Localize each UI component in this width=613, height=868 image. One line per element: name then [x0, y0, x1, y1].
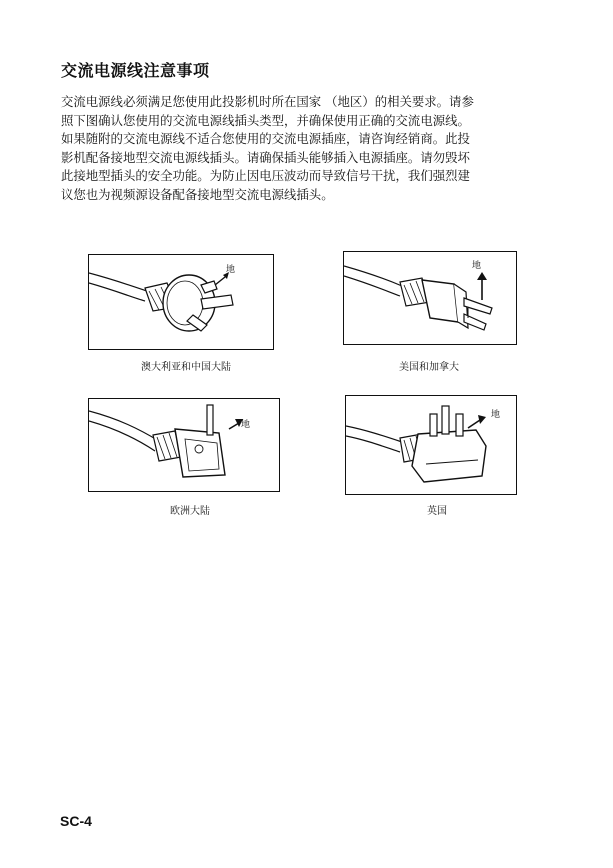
page-title: 交流电源线注意事项	[61, 61, 210, 80]
figure-caption: 澳大利亚和中国大陆	[141, 362, 231, 373]
plug-figure-europe	[88, 398, 280, 492]
plug-figure-uk	[345, 395, 517, 495]
australia-plug-illustration	[89, 255, 273, 349]
ground-label: 地	[472, 261, 482, 271]
paragraph-line: 议您也为视频源设备配备接地型交流电源线插头。	[61, 186, 334, 202]
ground-label: 地	[226, 265, 236, 275]
ground-label: 地	[241, 420, 251, 430]
page-number: SC-4	[60, 813, 92, 829]
ground-label: 地	[491, 410, 501, 420]
intro-paragraph	[61, 93, 553, 204]
paragraph-line: 交流电源线必须满足您使用此投影机时所在国家 （地区）的相关要求。请参	[61, 94, 474, 109]
paragraph-line: 如果随附的交流电源线不适合您使用的交流电源插座，请咨询经销商。此投	[61, 131, 470, 146]
paragraph-line: 此接地型插头的安全功能。为防止因电压波动而导致信号干扰，我们强烈建	[61, 168, 470, 183]
europe-plug-illustration	[89, 399, 279, 491]
plug-figure-australia-china	[88, 254, 274, 350]
paragraph-line: 影机配备接地型交流电源线插头。请确保插头能够插入电源插座。请勿毁坏	[61, 149, 470, 165]
usa-plug-illustration	[344, 252, 516, 344]
figure-caption: 欧洲大陆	[170, 506, 210, 517]
figure-caption: 美国和加拿大	[399, 362, 459, 373]
paragraph-line: 照下图确认您使用的交流电源线插头类型，并确保使用正确的交流电源线。	[61, 112, 470, 128]
plug-figure-usa-canada	[343, 251, 517, 345]
figure-caption: 英国	[427, 506, 447, 517]
